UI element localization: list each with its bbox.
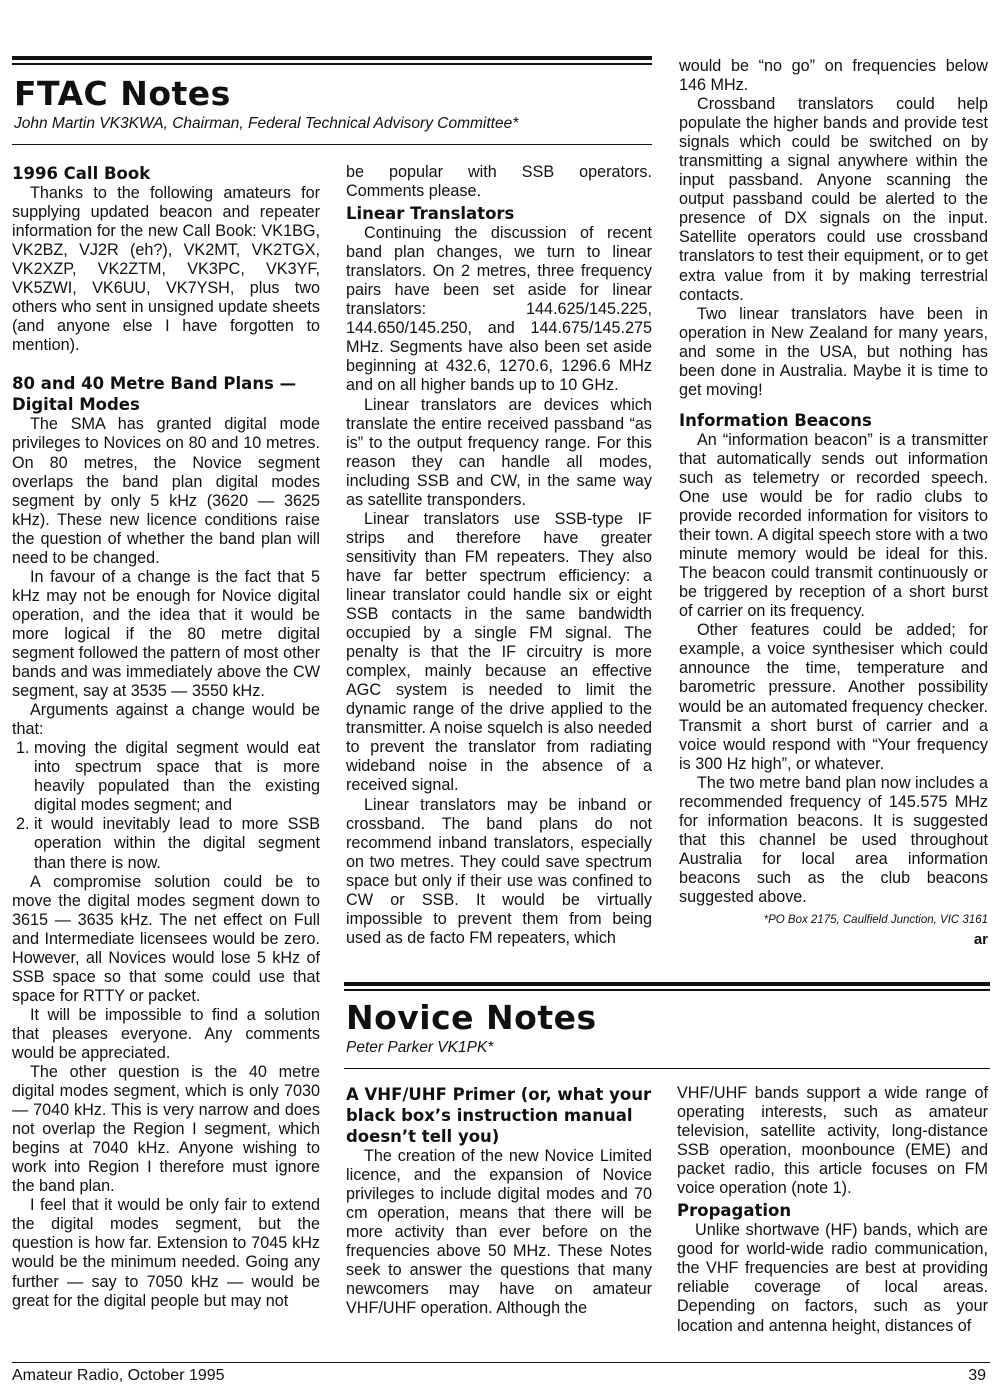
continued-paragraph: be popular with SSB operators. Comments please. (346, 163, 652, 201)
information-beacons-heading: Information Beacons (679, 410, 872, 430)
novice-byline: Peter Parker VK1PK* (346, 1039, 494, 1056)
novice-column-2 (346, 1084, 652, 1318)
propagation-heading: Propagation (677, 1201, 792, 1221)
bandplans-paragraph-7: I feel that it would be only fair to extend the digital modes segment, but the question is how far. Extension to 7045 kHz would be the minimum needed. Going any further — say to 7050 kHz — would be great for the digital people but may not (12, 1196, 320, 1310)
bandplans-paragraph-3: Arguments against a change would be that: (12, 701, 320, 739)
nz-paragraph: Two linear translators have been in operation in New Zealand for many years, and some in the USA, but nothing has been done in Australia. Maybe it is time to get moving! (679, 304, 988, 399)
continued-paragraph: VHF/UHF bands support a wide range of operating interests, such as amateur television, satellite activity, long-distance SSB operation, moonbounce (EME) and packet radio, this article focuses on FM voice operation (note 1). (677, 1084, 988, 1198)
primer-heading: A VHF/UHF Primer (or, what your black box’s instruction manual doesn’t tell you) (346, 1085, 652, 1146)
bandplans-list (12, 739, 320, 872)
ftac-column-3 (679, 57, 988, 949)
novice-top-rule-thin (344, 989, 990, 991)
top-rule (12, 56, 652, 60)
callbook-paragraph: Thanks to the following amateurs for supplying updated beacon and repeater information for the new Call Book: VK1BG, VK2BZ, VJ2R (eh?), VK2MT, VK2TGX, VK2XZP, VK2ZTM, VK3PC, VK3YF, VK5ZWI, VK6UU, VK7YSH, plus two others who sent in unsigned update sheets (and anyone else I have forgotten to mention). (12, 184, 320, 355)
author-address: *PO Box 2175, Caulfield Junction, VIC 3161 (763, 914, 988, 927)
novice-column-3 (677, 1084, 988, 1336)
list-item: 2. it would inevitably lead to more SSB operation within the digital segment than there is now. (34, 815, 320, 872)
ftac-byline: John Martin VK3KWA, Chairman, Federal Technical Advisory Committee* (14, 115, 519, 132)
footer-publication: Amateur Radio, October 1995 (12, 1367, 225, 1384)
linear-paragraph-1: Continuing the discussion of recent band plan changes, we turn to linear translators. On 2 metres, three frequency pairs have been set aside for linear translators: 144.625/145.225, 144.650/145.250, and 144.675/145.275 MHz. Segments have also been set aside beginning at 432.6, 1270.6, 1296.6 MHz and on all higher bands up to 10 GHz. (346, 224, 652, 395)
footer-rule (12, 1362, 990, 1363)
novice-header-rule (344, 1068, 990, 1069)
beacon-paragraph-2: Other features could be added; for example, a voice synthesiser which could announce the time, temperature and barometric pressure. Another possibility would be an automated frequency checker. Transmit a short burst of carrier and a voice would respond with “Your frequency is 300 Hz high”, or whatever. (679, 621, 988, 773)
bandplans-paragraph-4: A compromise solution could be to move the digital modes segment down to 3615 — 3635 kHz. The net effect on Full and Intermediate licensees would be zero. However, all Novices would lose 5 kHz of SSB space so that some could use that space for RTTY or packet. (12, 872, 320, 1005)
novice-top-rule (344, 982, 990, 986)
ftac-column-2 (346, 163, 652, 948)
bandplans-paragraph-1: The SMA has granted digital mode privileges to Novices on 80 and 10 metres. On 80 metres, the Novice segment overlaps the band plan digital modes segment by only 5 kHz (3620 — 3625 kHz). These new licence conditions raise the question of whether the band plan will need to be changed. (12, 415, 320, 567)
ftac-column-1 (12, 163, 320, 1311)
bandplans-paragraph-6: The other question is the 40 metre digital modes segment, which is only 7030 — 7040 kHz. This is very narrow and does not overlap the Region I segment, which begins at 7040 kHz. Anyone wishing to work into Region I therefore must ignore the band plan. (12, 1063, 320, 1196)
ftac-header-rule (12, 144, 652, 145)
beacon-paragraph-1: An “information beacon” is a transmitter that automatically sends out information such as telemetry or recorded speech. One use would be for radio clubs to provide recorded information for visitors to their town. A digital speech store with a two minute memory would be ideal for this. The beacon could transmit continuously or be triggered by reception of a short burst of carrier on its frequency. (679, 430, 988, 621)
page-number: 39 (968, 1367, 986, 1384)
beacon-paragraph-3: The two metre band plan now includes a recommended frequency of 145.575 MHz for information beacons. It is suggested that this channel be used throughout Australia for local area information beacons such as the club beacons suggested above. (679, 773, 988, 906)
bandplans-heading: 80 and 40 Metre Band Plans — Digital Modes (12, 374, 297, 415)
ftac-title: FTAC Notes (14, 74, 231, 113)
propagation-paragraph: Unlike shortwave (HF) bands, which are good for world-wide radio communication, the VHF frequencies are best at providing reliable coverage of local areas. Depending on factors, such as your location and antenna height, distances of (677, 1221, 988, 1335)
bandplans-paragraph-2: In favour of a change is the fact that 5 kHz may not be enough for Novice digital operation, and the idea that it would be more logical if the 80 metre digital segment followed the pattern of most other bands and was immediately above the CW segment, say at 3535 — 3550 kHz. (12, 567, 320, 701)
linear-paragraph-3: Linear translators use SSB-type IF strips and therefore have greater sensitivity than FM repeaters. They also have far better spectrum efficiency: a linear translator could handle six or eight SSB contacts in the same bandwidth occupied by a single FM signal. The penalty is that the IF circuitry is more complex, mainly because an effective AGC system is needed to limit the dynamic range of the drive applied to the transmitter. A noise squelch is also needed to prevent the translator from radiating wideband noise in the absence of a received signal. (346, 509, 652, 795)
continued-paragraph: would be “no go” on frequencies below 146 MHz. (679, 57, 988, 95)
end-mark: ar (973, 931, 988, 949)
top-rule-thin (12, 63, 652, 65)
primer-paragraph: The creation of the new Novice Limited licence, and the expansion of Novice privileges to include digital modes and 70 cm operation, means that there will be more activity than ever before on the frequencies above 50 MHz. These Notes seek to answer the questions that many newcomers may have on amateur VHF/UHF operation. Although the (346, 1147, 652, 1318)
callbook-heading: 1996 Call Book (12, 164, 151, 183)
list-item: 1. moving the digital segment would eat into spectrum space that is more heavily populated than the existing digital modes segment; and (34, 739, 320, 815)
bandplans-paragraph-5: It will be impossible to find a solution that pleases everyone. Any comments would be appreciated. (12, 1005, 320, 1062)
crossband-paragraph: Crossband translators could help populate the higher bands and provide test signals which could be switched on by transmitting a signal anywhere within the input passband. Anyone scanning the output passband could be alerted to the presence of DX signals on the input. Satellite operators could use crossband translators to test their equipment, or to get extra value from it by making terrestrial contacts. (679, 95, 988, 304)
linear-paragraph-4: Linear translators may be inband or crossband. The band plans do not recommend inband translators, especially on two metres. They could save spectrum space but only if their use was confined to CW or SSB. It would be virtually impossible to prevent them from being used as de facto FM repeaters, which (346, 795, 652, 947)
linear-paragraph-2: Linear translators are devices which translate the entire received passband “as is” to the output frequency range. For this reason they can handle all modes, including SSB and CW, in the same way as satellite transponders. (346, 395, 652, 509)
novice-title: Novice Notes (346, 998, 597, 1037)
linear-translators-heading: Linear Translators (346, 204, 515, 224)
